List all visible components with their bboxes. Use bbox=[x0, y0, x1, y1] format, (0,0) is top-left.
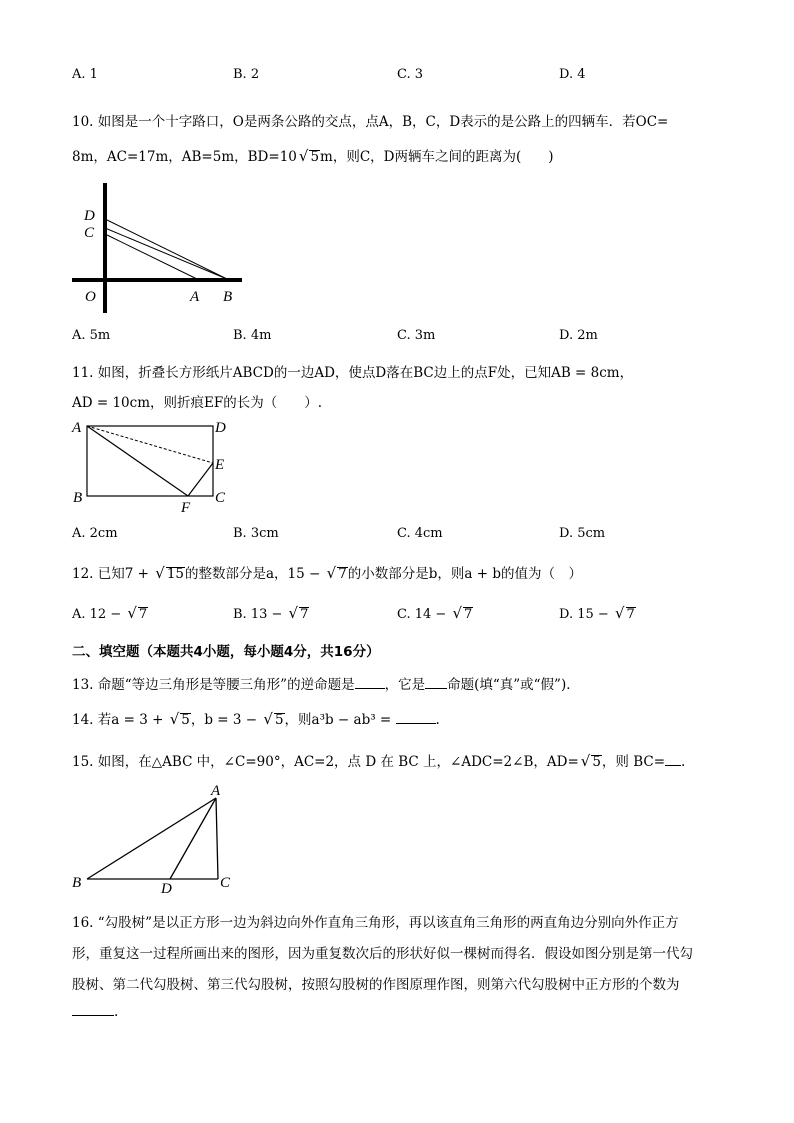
crease-ef bbox=[188, 463, 213, 496]
q9-option-d: D. 4 bbox=[559, 67, 586, 82]
section-2-title: 二、填空题（本题共4小题，每小题4分，共16分） bbox=[72, 644, 380, 660]
q14-text: 14. 若a = 3 + √ 5，b = 3 − √ 5，则a³b − ab³ = . bbox=[72, 710, 440, 728]
label-c: C bbox=[220, 875, 231, 891]
q10-option-b: B. 4m bbox=[233, 328, 272, 343]
label-a: A bbox=[190, 289, 200, 305]
q11-option-b: B. 3cm bbox=[233, 526, 279, 541]
label-c: C bbox=[84, 225, 95, 241]
q10-option-d: D. 2m bbox=[559, 328, 598, 343]
q15-triangle-figure bbox=[66, 780, 246, 895]
q10-option-c: C. 3m bbox=[397, 328, 436, 343]
fold-ae-dashed bbox=[87, 426, 213, 463]
label-c: C bbox=[215, 490, 226, 506]
q12-text: 12. 已知7 + √ 15的整数部分是a，15 − √ 7的小数部分是b，则a + b的值为（ ） bbox=[72, 564, 583, 582]
label-b: B bbox=[73, 490, 83, 506]
q10-option-a: A. 5m bbox=[72, 328, 111, 343]
label-f: F bbox=[181, 500, 191, 515]
q9-option-b: B. 2 bbox=[233, 67, 260, 82]
q12-option-c: C. 14 − √ 7 bbox=[397, 604, 473, 622]
q16-blank bbox=[72, 1015, 114, 1016]
segment-c-b bbox=[105, 228, 227, 279]
q10-text-line2: 8m，AC=17m，AB=5m，BD=10 √ 5m，则C，D两辆车之间的距离为( ) bbox=[72, 147, 554, 165]
q16-text-line1: 16. “勾股树”是以正方形一边为斜边向外作直角三角形，再以该直角三角形的两直角边分别向外作正方 bbox=[72, 915, 679, 931]
q16-text-line2: 形，重复这一过程所画出来的图形，因为重复数次后的形状好似一棵树而得名．假设如图分别是第一代勾 bbox=[72, 946, 693, 962]
q12-option-a: A. 12 − √ 7 bbox=[72, 604, 148, 622]
label-b: B bbox=[223, 289, 233, 305]
label-a: A bbox=[72, 420, 82, 436]
q13-text: 13. 命题“等边三角形是等腰三角形”的逆命题是 ，它是 命题(填“真”或“假”)． bbox=[72, 677, 580, 693]
q12-option-d: D. 15 − √ 7 bbox=[559, 604, 635, 622]
label-b: B bbox=[72, 875, 82, 891]
segment-af bbox=[87, 426, 188, 496]
label-d: D bbox=[215, 420, 226, 436]
q13-blank-1 bbox=[355, 688, 385, 689]
q11-text-line1: 11. 如图，折叠长方形纸片ABCD的一边AD，使点D落在BC边上的点F处，已知AB = 8cm， bbox=[72, 365, 634, 381]
q15-blank bbox=[665, 765, 681, 766]
q13-blank-2 bbox=[425, 688, 447, 689]
q9-option-c: C. 3 bbox=[397, 67, 424, 82]
q16-text-line3: 股树、第二代勾股树、第三代勾股树，按照勾股树的作图原理作图，则第六代勾股树中正方形的个数为 bbox=[72, 977, 680, 993]
q14-blank bbox=[396, 723, 436, 724]
label-d: D bbox=[161, 881, 172, 895]
q11-option-d: D. 5cm bbox=[559, 526, 606, 541]
segment-ad bbox=[170, 798, 216, 879]
label-e: E bbox=[215, 457, 225, 473]
q11-rectangle-figure bbox=[70, 415, 240, 515]
q10-crossroad-figure bbox=[70, 175, 250, 320]
q11-option-c: C. 4cm bbox=[397, 526, 443, 541]
q15-text: 15. 如图，在△ABC 中，∠C=90°，AC=2，点 D 在 BC 上，∠ADC=2∠B，AD= √ 5，则 BC= . bbox=[72, 752, 686, 770]
q10-text-line1: 10. 如图是一个十字路口，O是两条公路的交点，点A，B，C，D表示的是公路上的四辆车．若OC= bbox=[72, 114, 669, 130]
label-a: A bbox=[211, 783, 221, 799]
label-d: D bbox=[84, 208, 95, 224]
label-o: O bbox=[85, 289, 96, 305]
segment-ac bbox=[216, 798, 218, 879]
segment-ab bbox=[87, 798, 216, 879]
segment-d-b bbox=[105, 219, 227, 279]
q12-option-b: B. 13 − √ 7 bbox=[233, 604, 309, 622]
q9-option-a: A. 1 bbox=[72, 67, 98, 82]
q11-text-line2: AD = 10cm，则折痕EF的长为（ ）. bbox=[72, 395, 323, 411]
segment-c-a bbox=[105, 234, 197, 279]
rectangle-abcd bbox=[87, 426, 213, 496]
q11-option-a: A. 2cm bbox=[72, 526, 118, 541]
q16-text-line4: . bbox=[72, 1004, 118, 1020]
